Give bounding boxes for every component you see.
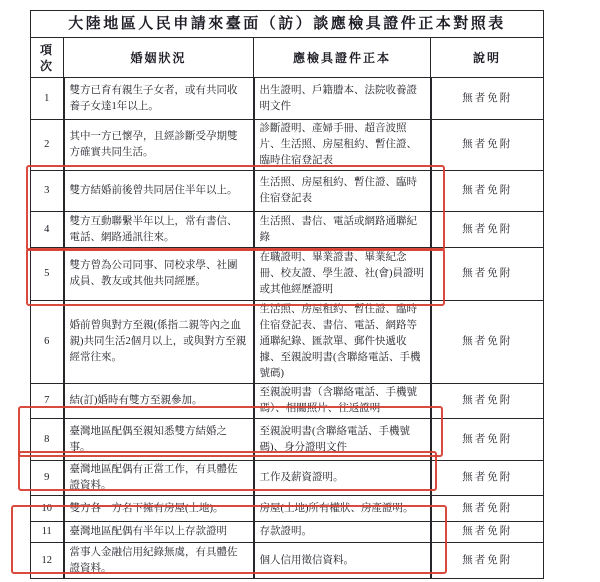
marital-status-cell: 雙方結婚前後曾共同居住半年以上。: [64, 171, 254, 212]
table-title: 大陸地區人民申請來臺面（訪）談應檢具證件正本對照表: [31, 11, 544, 38]
row-number: 3: [31, 171, 64, 212]
documents-cell: 房屋(土地)所有權狀、房產證明。: [254, 496, 431, 522]
marital-status-cell: 雙方已育有親生子女者，或有共同收養子女達1年以上。: [64, 78, 254, 120]
row-number: 7: [31, 384, 64, 419]
remarks-cell: 無者免附: [431, 384, 544, 419]
table-row: [31, 419, 544, 461]
documents-cell: 生活照、書信、電話或網路通聯紀錄: [254, 212, 431, 248]
table-row: [31, 522, 544, 543]
row-number: 2: [31, 120, 64, 171]
remarks-cell: 無者免附: [431, 248, 544, 301]
table-row: [31, 120, 544, 171]
row-number: 10: [31, 496, 64, 522]
remarks-cell: 無者免附: [431, 171, 544, 212]
table-row: [31, 543, 544, 579]
column-header-row-number: 項次: [31, 38, 64, 78]
row-number: 5: [31, 248, 64, 301]
marital-status-cell: 臺灣地區配偶有正當工作，有具體佐證資料。: [64, 461, 254, 496]
marital-status-cell: 結(訂)婚時有雙方至親參加。: [64, 384, 254, 419]
column-header-required-documents: 應檢具證件正本: [254, 38, 431, 78]
row-number: 1: [31, 78, 64, 120]
marital-status-cell: 雙方曾為公司同事、同校求學、社團成員、教友或其他共同經歷。: [64, 248, 254, 301]
remarks-cell: 無者免附: [431, 461, 544, 496]
row-number: 8: [31, 419, 64, 461]
remarks-cell: 無者免附: [431, 496, 544, 522]
documents-cell: 在職證明、畢業證書、畢業紀念冊、校友證、學生證、社(會)員證明或其他經歷證明: [254, 248, 431, 301]
documents-cell: 診斷證明、產婦手冊、超音波照片、生活照、房屋租約、暫住證、臨時住宿登記表: [254, 120, 431, 171]
row-number: 4: [31, 212, 64, 248]
remarks-cell: 無者免附: [431, 212, 544, 248]
remarks-cell: 無者免附: [431, 419, 544, 461]
marital-status-cell: 其中一方已懷孕，且經診斷受孕期雙方確實共同生活。: [64, 120, 254, 171]
table-row: [31, 301, 544, 384]
row-number: 11: [31, 522, 64, 543]
documents-comparison-table: [30, 10, 544, 579]
table-row: [31, 171, 544, 212]
row-number: 12: [31, 543, 64, 579]
row-number: 9: [31, 461, 64, 496]
marital-status-cell: 臺灣地區配偶至親知悉雙方結婚之事。: [64, 419, 254, 461]
column-header-marital-status: 婚姻狀況: [64, 38, 254, 78]
marital-status-cell: 婚前曾與對方至親(係指二親等內之血親)共同生活2個月以上，或與對方至親經常往來。: [64, 301, 254, 384]
remarks-cell: 無者免附: [431, 522, 544, 543]
table-row: [31, 496, 544, 522]
remarks-cell: 無者免附: [431, 120, 544, 171]
table-row: [31, 212, 544, 248]
table-row: [31, 384, 544, 419]
marital-status-cell: 當事人金融信用紀錄無虞，有具體佐證資料。: [64, 543, 254, 579]
documents-cell: 生活照、房屋租約、暫住證、臨時住宿登記表: [254, 171, 431, 212]
documents-cell: 生活照、房屋租約、暫住證、臨時住宿登記表、書信、電話、網路等通聯紀錄、匯款單、郵件快遞收據、至親說明書(含聯絡電話、手機號碼): [254, 301, 431, 384]
marital-status-cell: 雙方各一方名下擁有房屋(土地)。: [64, 496, 254, 522]
remarks-cell: 無者免附: [431, 301, 544, 384]
table-row: [31, 461, 544, 496]
remarks-cell: 無者免附: [431, 543, 544, 579]
table-row: [31, 248, 544, 301]
documents-cell: 存款證明。: [254, 522, 431, 543]
documents-cell: 至親說明書（含聯絡電話、手機號碼）、相關照片、往返證明: [254, 384, 431, 419]
documents-cell: 工作及薪資證明。: [254, 461, 431, 496]
table-row: [31, 78, 544, 120]
documents-cell: 出生證明、戶籍謄本、法院收養證明文件: [254, 78, 431, 120]
row-number: 6: [31, 301, 64, 384]
documents-cell: 個人信用徵信資料。: [254, 543, 431, 579]
marital-status-cell: 臺灣地區配偶有半年以上存款證明: [64, 522, 254, 543]
column-header-remarks: 說明: [431, 38, 544, 78]
documents-cell: 至親說明書(含聯絡電話、手機號碼)、身分證明文件: [254, 419, 431, 461]
remarks-cell: 無者免附: [431, 78, 544, 120]
marital-status-cell: 雙方互動聯繫半年以上，常有書信、電話、網路通訊往來。: [64, 212, 254, 248]
